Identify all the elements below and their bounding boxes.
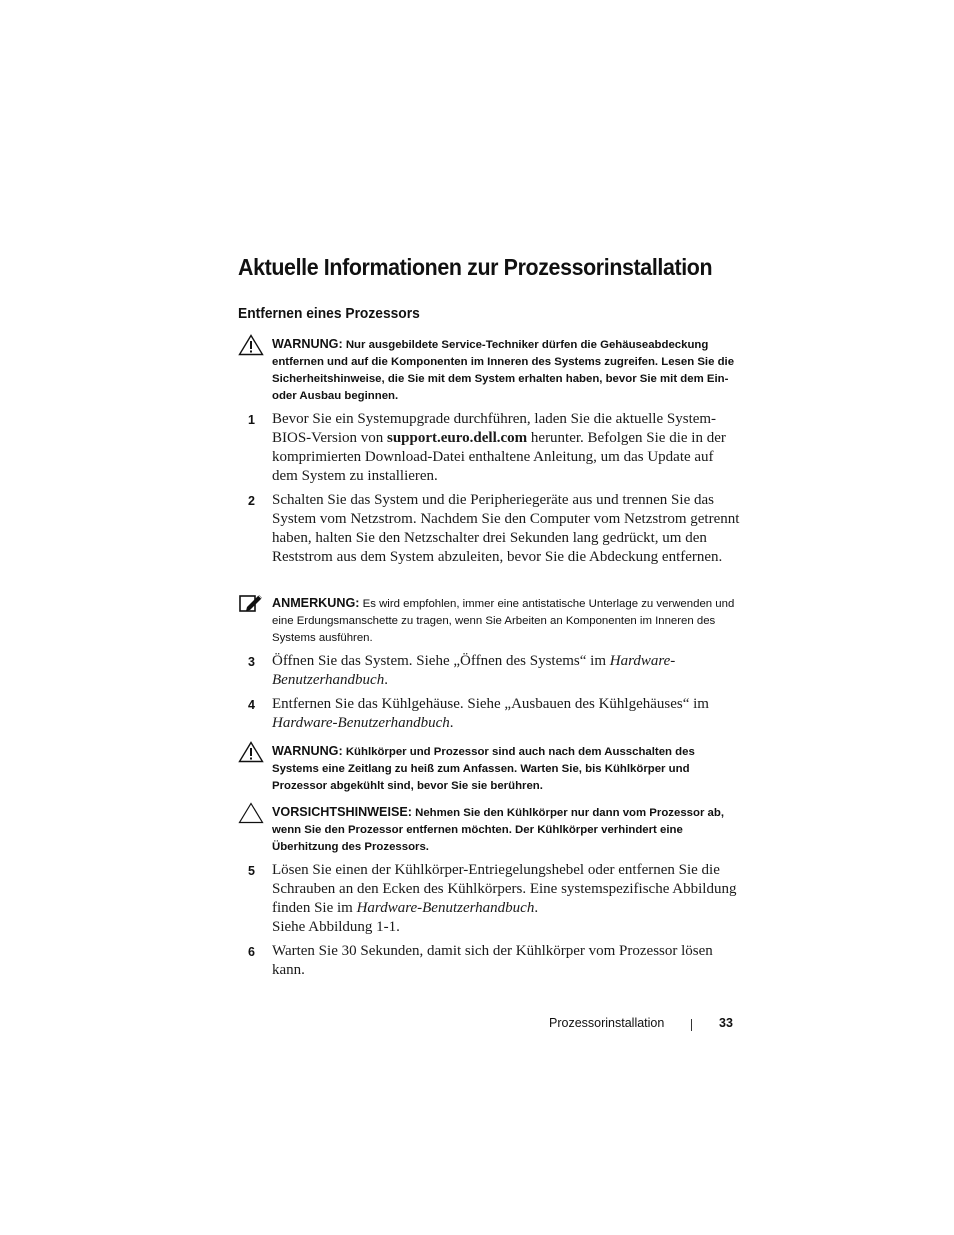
footer-chapter-label: Prozessorinstallation bbox=[549, 1016, 665, 1030]
warning-text: Kühlkörper und Prozessor sind auch nach dem Ausschalten des Systems eine Zeitlang zu heiß zum Anfassen. Warten Sie, bis Kühlkörper und Prozessor abgekühlt sind, bevor Sie sie berühren. bbox=[272, 746, 695, 792]
pencil-note-icon bbox=[238, 592, 264, 614]
step-2 bbox=[272, 491, 742, 567]
step-text: . bbox=[449, 715, 454, 731]
step-text: . bbox=[384, 672, 388, 688]
step-number: 1 bbox=[248, 413, 255, 427]
warning-label: WARNUNG: bbox=[272, 744, 343, 758]
step-5 bbox=[272, 861, 742, 937]
step-number: 5 bbox=[248, 864, 255, 878]
support-link[interactable]: support.euro.dell.com bbox=[387, 430, 528, 446]
note-text: Es wird empfohlen, immer eine antistatische Unterlage zu verwenden und eine Erdungsmanschette zu tragen, wenn Sie Arbeiten an Komponenten im Inneren des Systems ausführen. bbox=[272, 598, 735, 644]
warning-text: Nur ausgebildete Service-Techniker dürfen die Gehäuseabdeckung entfernen und auf die Komponenten im Inneren des Systems zugreifen. Lesen Sie die Sicherheitshinweise, die Sie mit dem System erhalten haben, bevor Sie mit dem Ein- oder Ausbau beginnen. bbox=[272, 339, 735, 402]
section-title: Entfernen eines Prozessors bbox=[238, 305, 420, 322]
step-text: Schalten Sie das System und die Peripheriegeräte aus und trennen Sie das System vom Netzstrom. Nachdem Sie den Computer vom Netzstrom getrennt haben, halten Sie den Netzschalter drei Sekunden lang gedrückt, um den Reststrom aus dem System abzuleiten, bevor Sie die Abdeckung entfernen. bbox=[272, 492, 740, 565]
step-text: Warten Sie 30 Sekunden, damit sich der Kühlkörper vom Prozessor lösen kann. bbox=[272, 943, 713, 978]
step-text: Lösen Sie einen der Kühlkörper-Entriegelungshebel oder entfernen Sie die Schrauben an den Ecken des Kühlkörpers. Eine systemspezifische Abbildung finden Sie im bbox=[272, 862, 737, 916]
step-number: 3 bbox=[248, 655, 255, 669]
warning-label: WARNUNG: bbox=[272, 337, 343, 351]
warning-notice bbox=[272, 743, 744, 795]
step-1 bbox=[272, 410, 742, 486]
step-number: 6 bbox=[248, 945, 255, 959]
step-6 bbox=[272, 942, 742, 980]
caution-triangle-icon bbox=[238, 802, 264, 824]
manual-reference: Hardware-Benutzerhandbuch bbox=[272, 653, 676, 688]
warning-notice bbox=[272, 336, 744, 405]
step-text: Entfernen Sie das Kühlgehäuse. Siehe „Ausbauen des Kühlgehäuses“ im bbox=[272, 696, 709, 712]
warning-triangle-icon bbox=[238, 741, 264, 763]
figure-reference: Siehe Abbildung 1-1. bbox=[272, 919, 400, 935]
warning-triangle-icon bbox=[238, 334, 264, 356]
note-label: ANMERKUNG: bbox=[272, 596, 360, 610]
step-number: 2 bbox=[248, 494, 255, 508]
step-text: Bevor Sie ein Systemupgrade durchführen, laden Sie die aktuelle System-BIOS-Version von bbox=[272, 411, 717, 446]
step-text: . bbox=[534, 900, 539, 916]
page-title: Aktuelle Informationen zur Prozessorinstallation bbox=[238, 254, 713, 280]
page-number: 33 bbox=[719, 1016, 733, 1030]
manual-reference: Hardware-Benutzerhandbuch bbox=[356, 900, 535, 916]
step-number: 4 bbox=[248, 698, 255, 712]
step-3 bbox=[272, 652, 742, 690]
caution-label: VORSICHTSHINWEISE: bbox=[272, 805, 412, 819]
step-4 bbox=[272, 695, 742, 733]
step-text: Öffnen Sie das System. Siehe „Öffnen des Systems“ im bbox=[272, 653, 610, 669]
step-text: herunter. Befolgen Sie die in der komprimierten Download-Datei enthaltene Anleitung, um das Update auf dem System zu installieren. bbox=[272, 430, 726, 484]
caution-text: Nehmen Sie den Kühlkörper nur dann vom Prozessor ab, wenn Sie den Prozessor entfernen möchten. Der Kühlkörper verhindert eine Überhitzung des Prozessors. bbox=[272, 807, 725, 853]
manual-reference: Hardware-Benutzerhandbuch bbox=[272, 715, 450, 731]
caution-notice bbox=[272, 804, 744, 856]
footer-divider bbox=[691, 1019, 692, 1031]
note-notice bbox=[272, 595, 744, 647]
